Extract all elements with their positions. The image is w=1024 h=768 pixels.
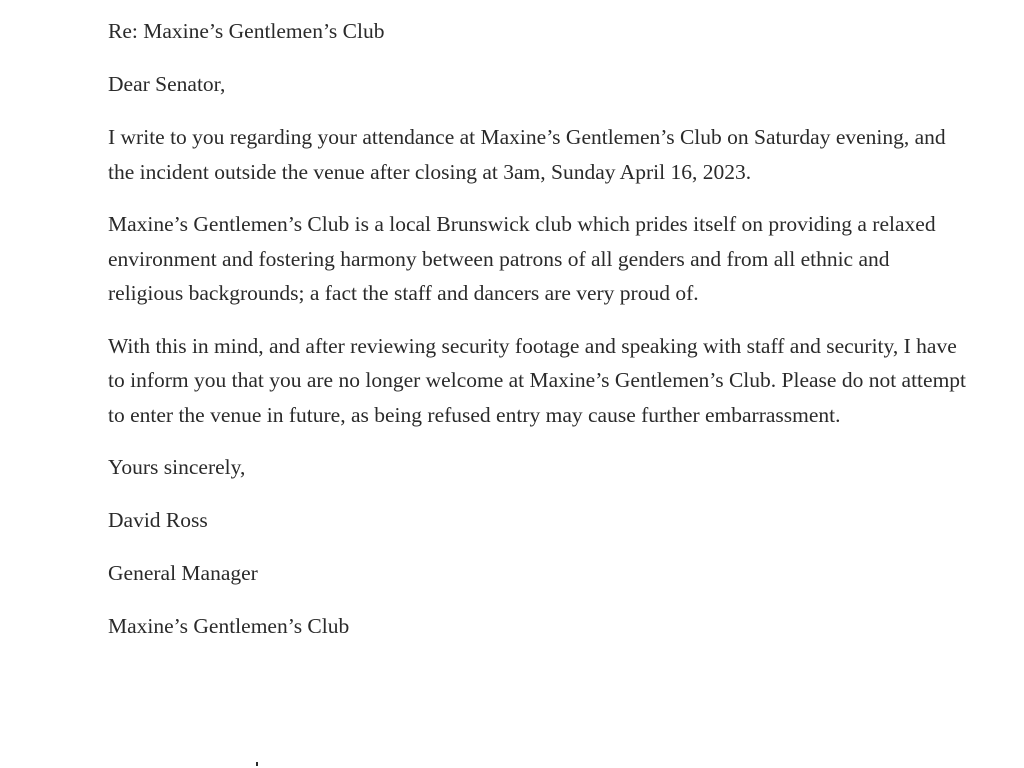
signer-organization: Maxine’s Gentlemen’s Club (108, 614, 350, 638)
stray-mark (256, 762, 258, 766)
body-paragraph-2: Maxine’s Gentlemen’s Club is a local Brunswick club which prides itself on providing a relaxed environment and fostering harmony between patrons of all genders and from all ethnic and religious backgrounds; a fact the staff and dancers are very proud of. (108, 212, 936, 305)
body-paragraph-3: With this in mind, and after reviewing security footage and speaking with staff and security, I have to inform you that you are no longer welcome at Maxine’s Gentlemen’s Club. Please do not attempt to enter the venue in future, as being refused entry may cause further embarrassment. (108, 333, 967, 427)
closing: Yours sincerely, (108, 455, 246, 479)
signer-title: General Manager (108, 561, 258, 585)
signer-name: David Ross (108, 508, 208, 532)
body-paragraph-1: I write to you regarding your attendance at Maxine’s Gentlemen’s Club on Saturday evening, and the incident outside the venue after closing at 3am, Sunday April 16, 2023. (108, 125, 946, 184)
subject-line: Re: Maxine’s Gentlemen’s Club (108, 19, 385, 43)
salutation: Dear Senator, (108, 72, 226, 96)
